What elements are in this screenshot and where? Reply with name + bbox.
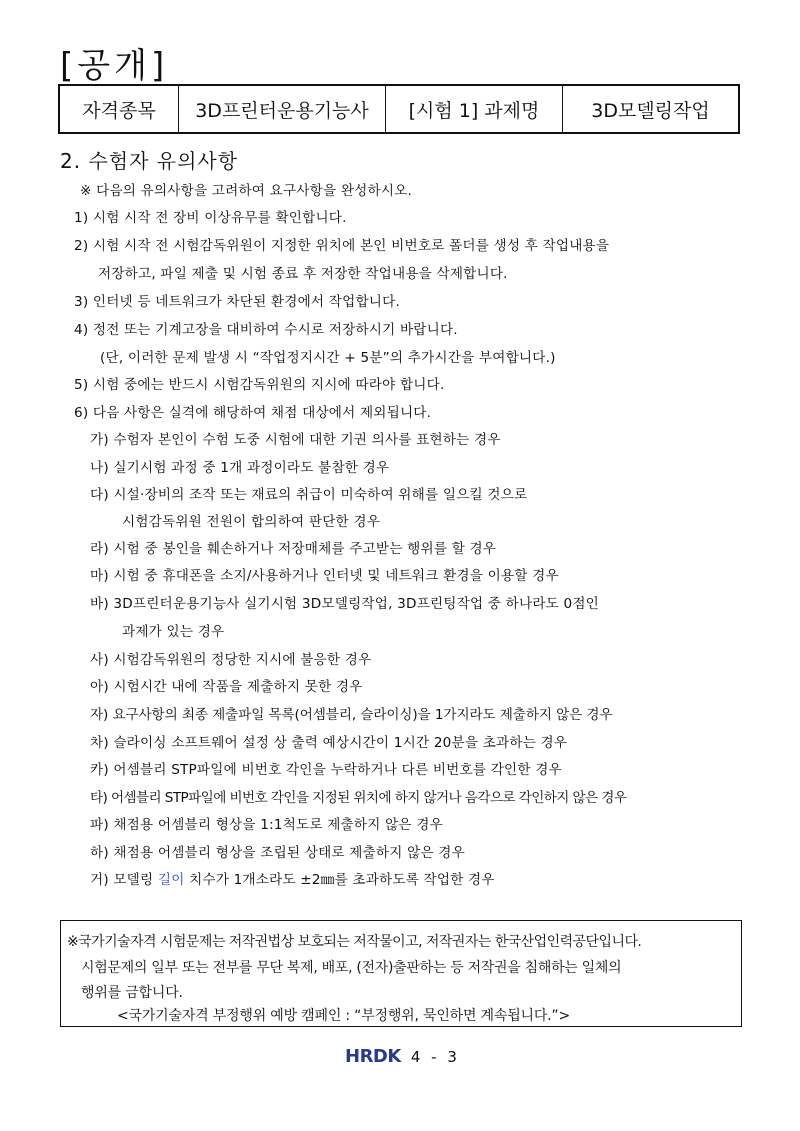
campaign-line: <국가기술자격 부정행위 예방 캠페인 : “부정행위, 묵인하면 계속됩니다.”> (117, 1008, 571, 1024)
list-item: 다) 시설·장비의 조작 또는 재료의 취급이 미숙하여 위해를 일으킬 것으로 (90, 487, 528, 503)
list-item: 바) 3D프린터운용기능사 실기시험 3D모델링작업, 3D프린팅작업 중 하나라도 0점인 (90, 596, 600, 612)
value-task-name: 3D모델링작업 (563, 85, 740, 133)
page-number: 4 - 3 (410, 1048, 460, 1066)
value-qualification: 3D프린터운용기능사 (179, 85, 386, 133)
label-qualification: 자격종목 (59, 85, 179, 133)
page-footer (345, 1046, 460, 1067)
list-item: 차) 슬라이싱 소프트웨어 설정 상 출력 예상시간이 1시간 20분을 초과하는 경우 (90, 735, 568, 751)
notice-line: 시험문제의 일부 또는 전부를 무단 복제, 배포, (전자)출판하는 등 저작권을 침해하는 일체의 (81, 960, 622, 976)
list-item: 저장하고, 파일 제출 및 시험 종료 후 저장한 작업내용을 삭제합니다. (98, 266, 508, 282)
notice-line: 행위를 금합니다. (81, 985, 183, 1001)
list-item: 시험감독위원 전원이 합의하여 판단한 경우 (122, 514, 381, 530)
list-item: 과제가 있는 경우 (122, 624, 225, 640)
item-suffix: 치수가 1개소라도 ±2㎜를 초과하도록 작업한 경우 (184, 872, 495, 888)
exam-info-table (58, 84, 740, 134)
list-item: 하) 채점용 어셈블리 형상을 조립된 상태로 제출하지 않은 경우 (90, 845, 465, 861)
list-item: 라) 시험 중 봉인을 훼손하거나 저장매체를 주고받는 행위를 할 경우 (90, 541, 497, 557)
public-tag: [공개] (60, 46, 169, 86)
list-item: 아) 시험시간 내에 작품을 제출하지 못한 경우 (90, 679, 363, 695)
highlighted-word: 길이 (157, 872, 185, 888)
hrdk-logo: HRDK (345, 1046, 401, 1067)
list-item: 자) 요구사항의 최종 제출파일 목록(어셈블리, 슬라이싱)을 1가지라도 제출하지 않은 경우 (90, 707, 613, 723)
item-prefix: 거) 모델링 (90, 872, 158, 888)
list-item (90, 868, 495, 888)
label-task-name: [시험 1] 과제명 (386, 85, 563, 133)
list-item: 타) 어셈블리 STP파일에 비번호 각인을 지정된 위치에 하지 않거나 음각으로 각인하지 않은 경우 (90, 790, 627, 806)
copyright-notice-box (60, 920, 742, 1027)
list-item: 파) 채점용 어셈블리 형상을 1:1척도로 제출하지 않은 경우 (90, 817, 443, 833)
list-item: 2) 시험 시작 전 시험감독위원이 지정한 위치에 본인 비번호로 폴더를 생성 후 작업내용을 (74, 238, 610, 254)
list-item: 마) 시험 중 휴대폰을 소지/사용하거나 인터넷 및 네트워크 환경을 이용할 경우 (90, 568, 559, 584)
list-item: 1) 시험 시작 전 장비 이상유무를 확인합니다. (74, 210, 347, 226)
notice-line: ※국가기술자격 시험문제는 저작권법상 보호되는 저작물이고, 저작권자는 한국산업인력공단입니다. (67, 934, 642, 950)
list-item: 나) 실기시험 과정 중 1개 과정이라도 불참한 경우 (90, 460, 390, 476)
list-item: 가) 수험자 본인이 수험 도중 시험에 대한 기권 의사를 표현하는 경우 (90, 432, 501, 448)
list-item: ※ 다음의 유의사항을 고려하여 요구사항을 완성하시오. (80, 183, 413, 199)
list-item: 3) 인터넷 등 네트워크가 차단된 환경에서 작업합니다. (74, 294, 400, 310)
list-item: 카) 어셈블리 STP파일에 비번호 각인을 누락하거나 다른 비번호를 각인한 경우 (90, 762, 562, 778)
section-title: 2. 수험자 유의사항 (60, 149, 239, 173)
list-item: (단, 이러한 문제 발생 시 “작업정지시간 + 5분”의 추가시간을 부여합니다.) (100, 350, 556, 366)
list-item: 4) 정전 또는 기계고장을 대비하여 수시로 저장하시기 바랍니다. (74, 322, 458, 338)
list-item: 6) 다음 사항은 실격에 해당하여 채점 대상에서 제외됩니다. (74, 405, 432, 421)
list-item: 사) 시험감독위원의 정당한 지시에 불응한 경우 (90, 652, 372, 668)
list-item: 5) 시험 중에는 반드시 시험감독위원의 지시에 따라야 합니다. (74, 377, 445, 393)
